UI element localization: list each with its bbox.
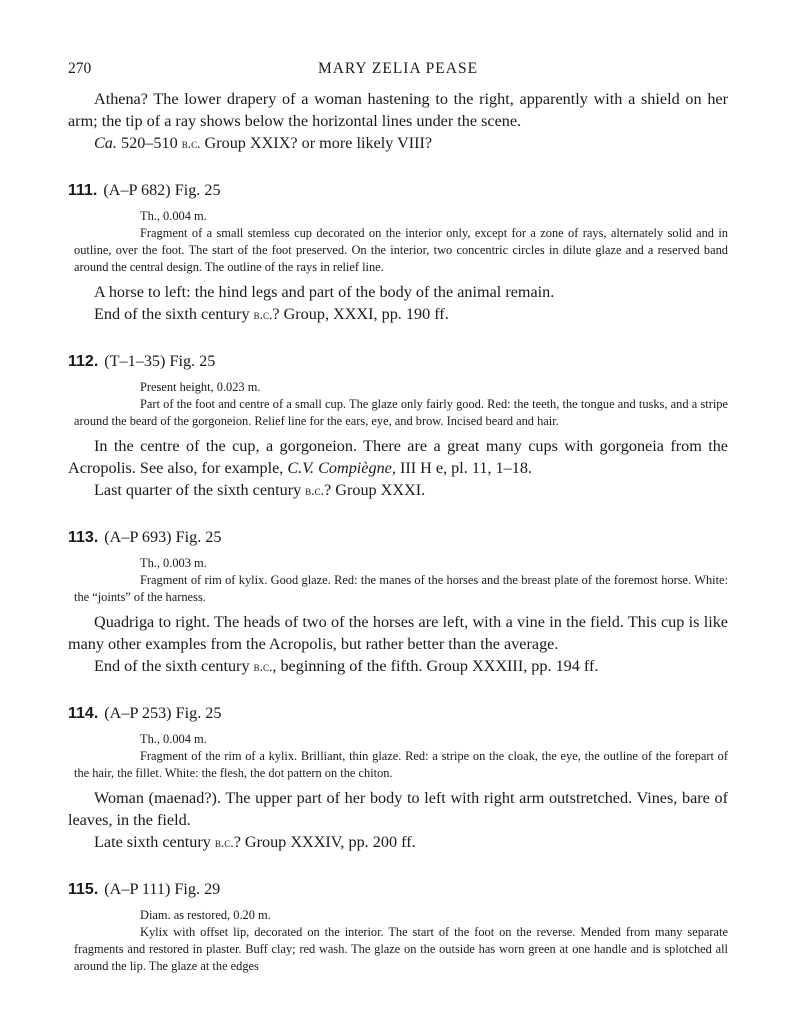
intro-date-text: 520–510 <box>116 134 182 152</box>
entry-dimensions: Present height, 0.023 m. <box>140 380 261 394</box>
entry-heading-text: (T–1–35) Fig. 25 <box>104 352 216 370</box>
entry-heading <box>68 526 728 549</box>
entry-subject <box>68 435 728 479</box>
running-title: MARY ZELIA PEASE <box>317 60 479 77</box>
entry-heading <box>68 702 728 725</box>
entry-heading-text: (A–P 693) Fig. 25 <box>104 528 222 546</box>
entry-description: Part of the foot and centre of a small cup. The glaze only fairly good. Red: the teeth, the tongue and tusks, and a stripe around the beard of the gorgoneion. Relief line for the ears, eye, and brow. Incised beard and hair. <box>74 397 728 428</box>
entry-dimensions: Diam. as restored, 0.20 m. <box>140 908 271 922</box>
entry-dimensions: Th., 0.003 m. <box>140 556 207 570</box>
entry-date-post: ? Group, XXXI, pp. 190 ff. <box>272 305 449 323</box>
entry-date-post: ? Group XXXI. <box>324 481 426 499</box>
entry-number: 113. <box>68 529 99 546</box>
entry-description: Fragment of rim of kylix. Good glaze. Red: the manes of the horses and the breast plate of the foremost horse. White: the “joints” of the harness. <box>74 573 728 604</box>
entry-heading <box>68 350 728 373</box>
entry-subject-pre: In the centre of the cup, a gorgoneion. There are a great many cups with gorgoneia from the Acropolis. See also, for example, <box>68 437 728 477</box>
entry-date-post: ? Group XXXIV, pp. 200 ff. <box>233 833 416 851</box>
entry-date-pre: End of the sixth century <box>94 657 254 675</box>
entry-era: b.c. <box>305 483 325 498</box>
catalogue-entry-113 <box>68 526 728 678</box>
entry-subject: A horse to left: the hind legs and part of the body of the animal remain. <box>94 283 555 301</box>
entry-date-pre: Late sixth century <box>94 833 215 851</box>
entry-description: Fragment of a small stemless cup decorated on the interior only, except for a zone of rays, alternately solid and in outline, over the foot. The start of the foot preserved. On the interior, two concentric circles in dilute glaze and a reserved band around the central design. The outline of the rays in relief line. <box>74 226 728 274</box>
entry-era: b.c. <box>253 659 273 674</box>
intro-date-suffix: Group XXIX? or more likely VIII? <box>200 134 433 152</box>
entry-heading-text: (A–P 682) Fig. 25 <box>103 181 221 199</box>
intro-paragraph: Athena? The lower drapery of a woman hastening to the right, apparently with a shield on her arm; the tip of a ray shows below the horizontal lines under the scene. <box>68 90 728 130</box>
entry-subject: Quadriga to right. The heads of two of the horses are left, with a vine in the field. This cup is like many other examples from the Acropolis, but rather better than the average. <box>68 613 728 653</box>
entry-date <box>68 831 728 854</box>
intro-date-prefix: Ca. <box>94 134 117 152</box>
page-number: 270 <box>68 60 92 77</box>
entry-description: Kylix with offset lip, decorated on the interior. The start of the foot on the reverse. Mended from many separate fragments and restored in plaster. Buff clay; red wash. The glaze on the outside has worn green at one handle and is splotched all around the lip. The glaze at the edges <box>74 925 728 973</box>
catalogue-entry-112 <box>68 350 728 502</box>
entry-era: b.c. <box>214 835 234 850</box>
intro-era: b.c. <box>181 136 201 151</box>
entry-heading <box>68 878 728 901</box>
catalogue-entry-115 <box>68 878 728 975</box>
entry-number: 111. <box>68 182 98 199</box>
entry-date <box>68 655 728 678</box>
entry-number: 114. <box>68 705 99 722</box>
entry-subject: Woman (maenad?). The upper part of her body to left with right arm outstretched. Vines, bare of leaves, in the field. <box>68 789 728 829</box>
entry-number: 115. <box>68 881 99 898</box>
entry-subject-reference: C.V. Compiègne, <box>287 459 396 477</box>
entry-era: b.c. <box>253 307 273 322</box>
entry-date-pre: Last quarter of the sixth century <box>94 481 306 499</box>
entry-date <box>68 303 728 326</box>
entry-heading-text: (A–P 253) Fig. 25 <box>104 704 222 722</box>
running-head <box>68 60 728 88</box>
entry-heading <box>68 179 728 202</box>
entry-subject-post: III H e, pl. 11, 1–18. <box>395 459 532 477</box>
entry-heading-text: (A–P 111) Fig. 29 <box>104 880 221 898</box>
entry-date-post: , beginning of the fifth. Group XXXIII, pp. 194 ff. <box>272 657 599 675</box>
entry-dimensions: Th., 0.004 m. <box>140 732 207 746</box>
page <box>68 60 728 975</box>
entry-date-pre: End of the sixth century <box>94 305 254 323</box>
catalogue-entry-114 <box>68 702 728 854</box>
entry-dimensions: Th., 0.004 m. <box>140 209 207 223</box>
intro-date <box>68 132 728 155</box>
entry-description: Fragment of the rim of a kylix. Brilliant, thin glaze. Red: a stripe on the cloak, the eye, the outline of the forepart of the hair, the fillet. White: the flesh, the dot pattern on the chiton. <box>74 749 728 780</box>
entry-date <box>68 479 728 502</box>
entry-number: 112. <box>68 353 99 370</box>
catalogue-entry-111 <box>68 179 728 326</box>
